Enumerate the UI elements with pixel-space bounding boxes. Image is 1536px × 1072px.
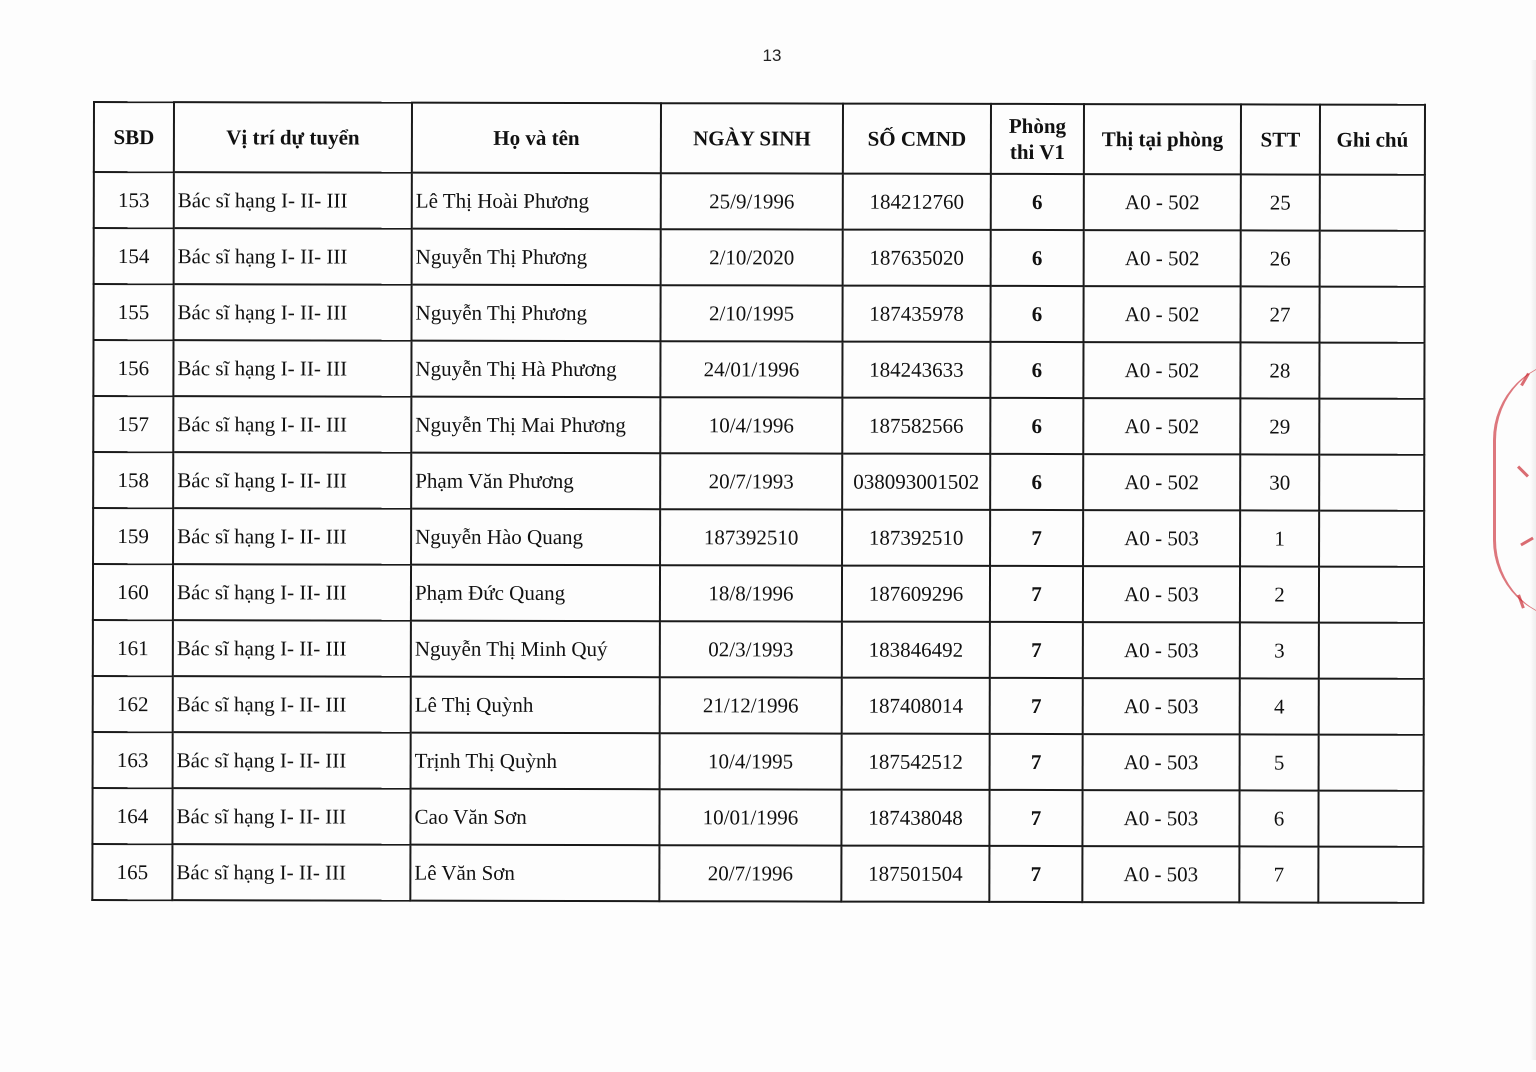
cell-ho-ten: Lê Văn Sơn (410, 845, 659, 902)
cell-vi-tri: Bác sĩ hạng I- II- III (172, 844, 410, 900)
cell-phong-thi: 6 (991, 230, 1084, 286)
cell-ngay-sinh: 10/4/1995 (660, 733, 842, 789)
cell-phong-thi: 6 (991, 174, 1084, 230)
table-row (94, 172, 1425, 231)
cell-ngay-sinh: 2/10/1995 (660, 285, 842, 341)
cell-ho-ten: Trịnh Thị Quỳnh (411, 733, 660, 790)
table-row (93, 676, 1424, 735)
table-header-row (94, 102, 1425, 175)
cell-sbd: 164 (92, 788, 172, 844)
cell-sbd: 153 (94, 172, 174, 228)
cell-so-cmnd: 187435978 (842, 286, 990, 342)
cell-so-cmnd: 187635020 (843, 230, 991, 286)
cell-phong-thi: 7 (990, 566, 1083, 622)
cell-sbd: 165 (92, 844, 172, 900)
cell-phong-thi: 6 (990, 286, 1083, 342)
cell-phong-thi: 7 (989, 790, 1082, 846)
cell-ghi-chu (1319, 623, 1424, 679)
cell-sbd: 154 (94, 228, 174, 284)
table-row (93, 620, 1424, 679)
cell-thi-tai-phong: A0 - 503 (1083, 734, 1240, 790)
cell-phong-thi: 7 (990, 510, 1083, 566)
header-ho-va-ten: Họ và tên (412, 103, 661, 174)
cell-vi-tri: Bác sĩ hạng I- II- III (174, 228, 412, 284)
cell-ngay-sinh: 10/01/1996 (659, 789, 841, 845)
cell-ghi-chu (1320, 231, 1425, 287)
cell-ngay-sinh: 20/7/1996 (659, 845, 841, 901)
header-so-cmnd: SỐ CMND (843, 104, 991, 174)
cell-so-cmnd: 184243633 (842, 342, 990, 398)
cell-ghi-chu (1319, 511, 1424, 567)
cell-ho-ten: Nguyễn Hào Quang (411, 509, 660, 566)
cell-ngay-sinh: 21/12/1996 (660, 677, 842, 733)
cell-thi-tai-phong: A0 - 502 (1083, 398, 1240, 454)
table-row (93, 340, 1424, 399)
cell-stt: 2 (1240, 566, 1319, 622)
cell-phong-thi: 7 (989, 846, 1082, 902)
cell-ghi-chu (1319, 343, 1424, 399)
cell-stt: 6 (1239, 790, 1318, 846)
cell-stt: 27 (1240, 286, 1319, 342)
cell-stt: 5 (1240, 734, 1319, 790)
cell-ho-ten: Phạm Đức Quang (411, 565, 660, 622)
header-thi-tai-phong: Thị tại phòng (1084, 104, 1241, 174)
header-phong-thi-line1: Phòng (1008, 113, 1067, 139)
cell-vi-tri: Bác sĩ hạng I- II- III (173, 620, 411, 676)
cell-vi-tri: Bác sĩ hạng I- II- III (173, 340, 411, 396)
cell-stt: 29 (1240, 398, 1319, 454)
cell-stt: 30 (1240, 454, 1319, 510)
table-row (93, 284, 1424, 343)
cell-ngay-sinh: 18/8/1996 (660, 565, 842, 621)
cell-ho-ten: Lê Thị Hoài Phương (412, 173, 661, 230)
cell-thi-tai-phong: A0 - 503 (1083, 678, 1240, 734)
cell-vi-tri: Bác sĩ hạng I- II- III (173, 676, 411, 732)
cell-thi-tai-phong: A0 - 502 (1083, 454, 1240, 510)
cell-ngay-sinh: 10/4/1996 (660, 397, 842, 453)
cell-stt: 1 (1240, 510, 1319, 566)
cell-vi-tri: Bác sĩ hạng I- II- III (172, 788, 410, 844)
header-vi-tri-du-tuyen: Vị trí dự tuyển (174, 102, 412, 172)
table-body (92, 172, 1425, 903)
cell-so-cmnd: 183846492 (842, 622, 990, 678)
cell-so-cmnd: 187542512 (842, 734, 990, 790)
cell-sbd: 155 (93, 284, 173, 340)
cell-ho-ten: Nguyễn Thị Phương (411, 285, 660, 342)
cell-thi-tai-phong: A0 - 502 (1083, 286, 1240, 342)
cell-so-cmnd: 187408014 (842, 678, 990, 734)
cell-so-cmnd: 187438048 (841, 790, 989, 846)
table-row (93, 564, 1424, 623)
cell-stt: 7 (1239, 846, 1318, 902)
cell-thi-tai-phong: A0 - 503 (1082, 846, 1239, 902)
cell-phong-thi: 7 (990, 678, 1083, 734)
cell-ngay-sinh: 20/7/1993 (660, 453, 842, 509)
cell-ngay-sinh: 187392510 (660, 509, 842, 565)
candidate-table (91, 101, 1426, 904)
cell-ghi-chu (1318, 847, 1423, 903)
header-sbd: SBD (94, 102, 174, 172)
cell-thi-tai-phong: A0 - 502 (1084, 230, 1241, 286)
table-row (92, 788, 1423, 847)
cell-ghi-chu (1319, 679, 1424, 735)
cell-thi-tai-phong: A0 - 503 (1083, 510, 1240, 566)
cell-vi-tri: Bác sĩ hạng I- II- III (173, 396, 411, 452)
cell-sbd: 157 (93, 396, 173, 452)
cell-ngay-sinh: 2/10/2020 (661, 229, 843, 285)
cell-so-cmnd: 187392510 (842, 510, 990, 566)
cell-thi-tai-phong: A0 - 503 (1082, 790, 1239, 846)
cell-ghi-chu (1319, 455, 1424, 511)
cell-sbd: 160 (93, 564, 173, 620)
cell-thi-tai-phong: A0 - 503 (1083, 566, 1240, 622)
table-row (93, 396, 1424, 455)
cell-sbd: 159 (93, 508, 173, 564)
cell-ghi-chu (1320, 175, 1425, 231)
cell-sbd: 161 (93, 620, 173, 676)
cell-thi-tai-phong: A0 - 502 (1083, 342, 1240, 398)
cell-ghi-chu (1319, 735, 1424, 791)
cell-ngay-sinh: 25/9/1996 (661, 173, 843, 229)
table-row (92, 844, 1423, 903)
cell-phong-thi: 6 (990, 342, 1083, 398)
candidate-table-container (91, 101, 1424, 904)
cell-ghi-chu (1319, 399, 1424, 455)
cell-vi-tri: Bác sĩ hạng I- II- III (173, 284, 411, 340)
cell-phong-thi: 7 (990, 734, 1083, 790)
cell-phong-thi: 7 (990, 622, 1083, 678)
cell-sbd: 158 (93, 452, 173, 508)
cell-sbd: 163 (93, 732, 173, 788)
table-row (93, 732, 1424, 791)
page-number: 13 (762, 46, 782, 65)
cell-ghi-chu (1318, 791, 1423, 847)
cell-vi-tri: Bác sĩ hạng I- II- III (173, 452, 411, 508)
cell-so-cmnd: 038093001502 (842, 454, 990, 510)
cell-vi-tri: Bác sĩ hạng I- II- III (174, 172, 412, 228)
header-ngay-sinh: NGÀY SINH (661, 103, 843, 173)
cell-ho-ten: Nguyễn Thị Phương (412, 229, 661, 286)
cell-sbd: 156 (93, 340, 173, 396)
table-row (93, 452, 1424, 511)
cell-stt: 4 (1240, 678, 1319, 734)
cell-so-cmnd: 187582566 (842, 398, 990, 454)
cell-stt: 3 (1240, 622, 1319, 678)
cell-ho-ten: Cao Văn Sơn (410, 789, 659, 846)
cell-so-cmnd: 187609296 (842, 566, 990, 622)
cell-ngay-sinh: 24/01/1996 (660, 341, 842, 397)
cell-ho-ten: Nguyễn Thị Mai Phương (411, 397, 660, 454)
cell-ghi-chu (1319, 287, 1424, 343)
cell-ho-ten: Phạm Văn Phương (411, 453, 660, 510)
cell-vi-tri: Bác sĩ hạng I- II- III (173, 564, 411, 620)
cell-thi-tai-phong: A0 - 502 (1084, 174, 1241, 230)
cell-ghi-chu (1319, 567, 1424, 623)
cell-ho-ten: Nguyễn Thị Minh Quý (411, 621, 660, 678)
cell-thi-tai-phong: A0 - 503 (1083, 622, 1240, 678)
cell-phong-thi: 6 (990, 454, 1083, 510)
red-stamp-fragment (1493, 360, 1536, 620)
table-row (93, 508, 1424, 567)
header-stt: STT (1241, 104, 1320, 174)
cell-stt: 28 (1240, 342, 1319, 398)
cell-ho-ten: Nguyễn Thị Hà Phương (411, 341, 660, 398)
header-phong-thi-line2: thi V1 (1009, 139, 1065, 165)
cell-ngay-sinh: 02/3/1993 (660, 621, 842, 677)
cell-sbd: 162 (93, 676, 173, 732)
cell-so-cmnd: 187501504 (841, 846, 989, 902)
cell-so-cmnd: 184212760 (843, 174, 991, 230)
cell-vi-tri: Bác sĩ hạng I- II- III (173, 732, 411, 788)
header-phong-thi-v1 (991, 104, 1084, 174)
cell-vi-tri: Bác sĩ hạng I- II- III (173, 508, 411, 564)
header-ghi-chu: Ghi chú (1320, 105, 1425, 175)
cell-phong-thi: 6 (990, 398, 1083, 454)
cell-stt: 25 (1241, 174, 1320, 230)
cell-stt: 26 (1241, 230, 1320, 286)
cell-ho-ten: Lê Thị Quỳnh (411, 677, 660, 734)
table-row (94, 228, 1425, 287)
